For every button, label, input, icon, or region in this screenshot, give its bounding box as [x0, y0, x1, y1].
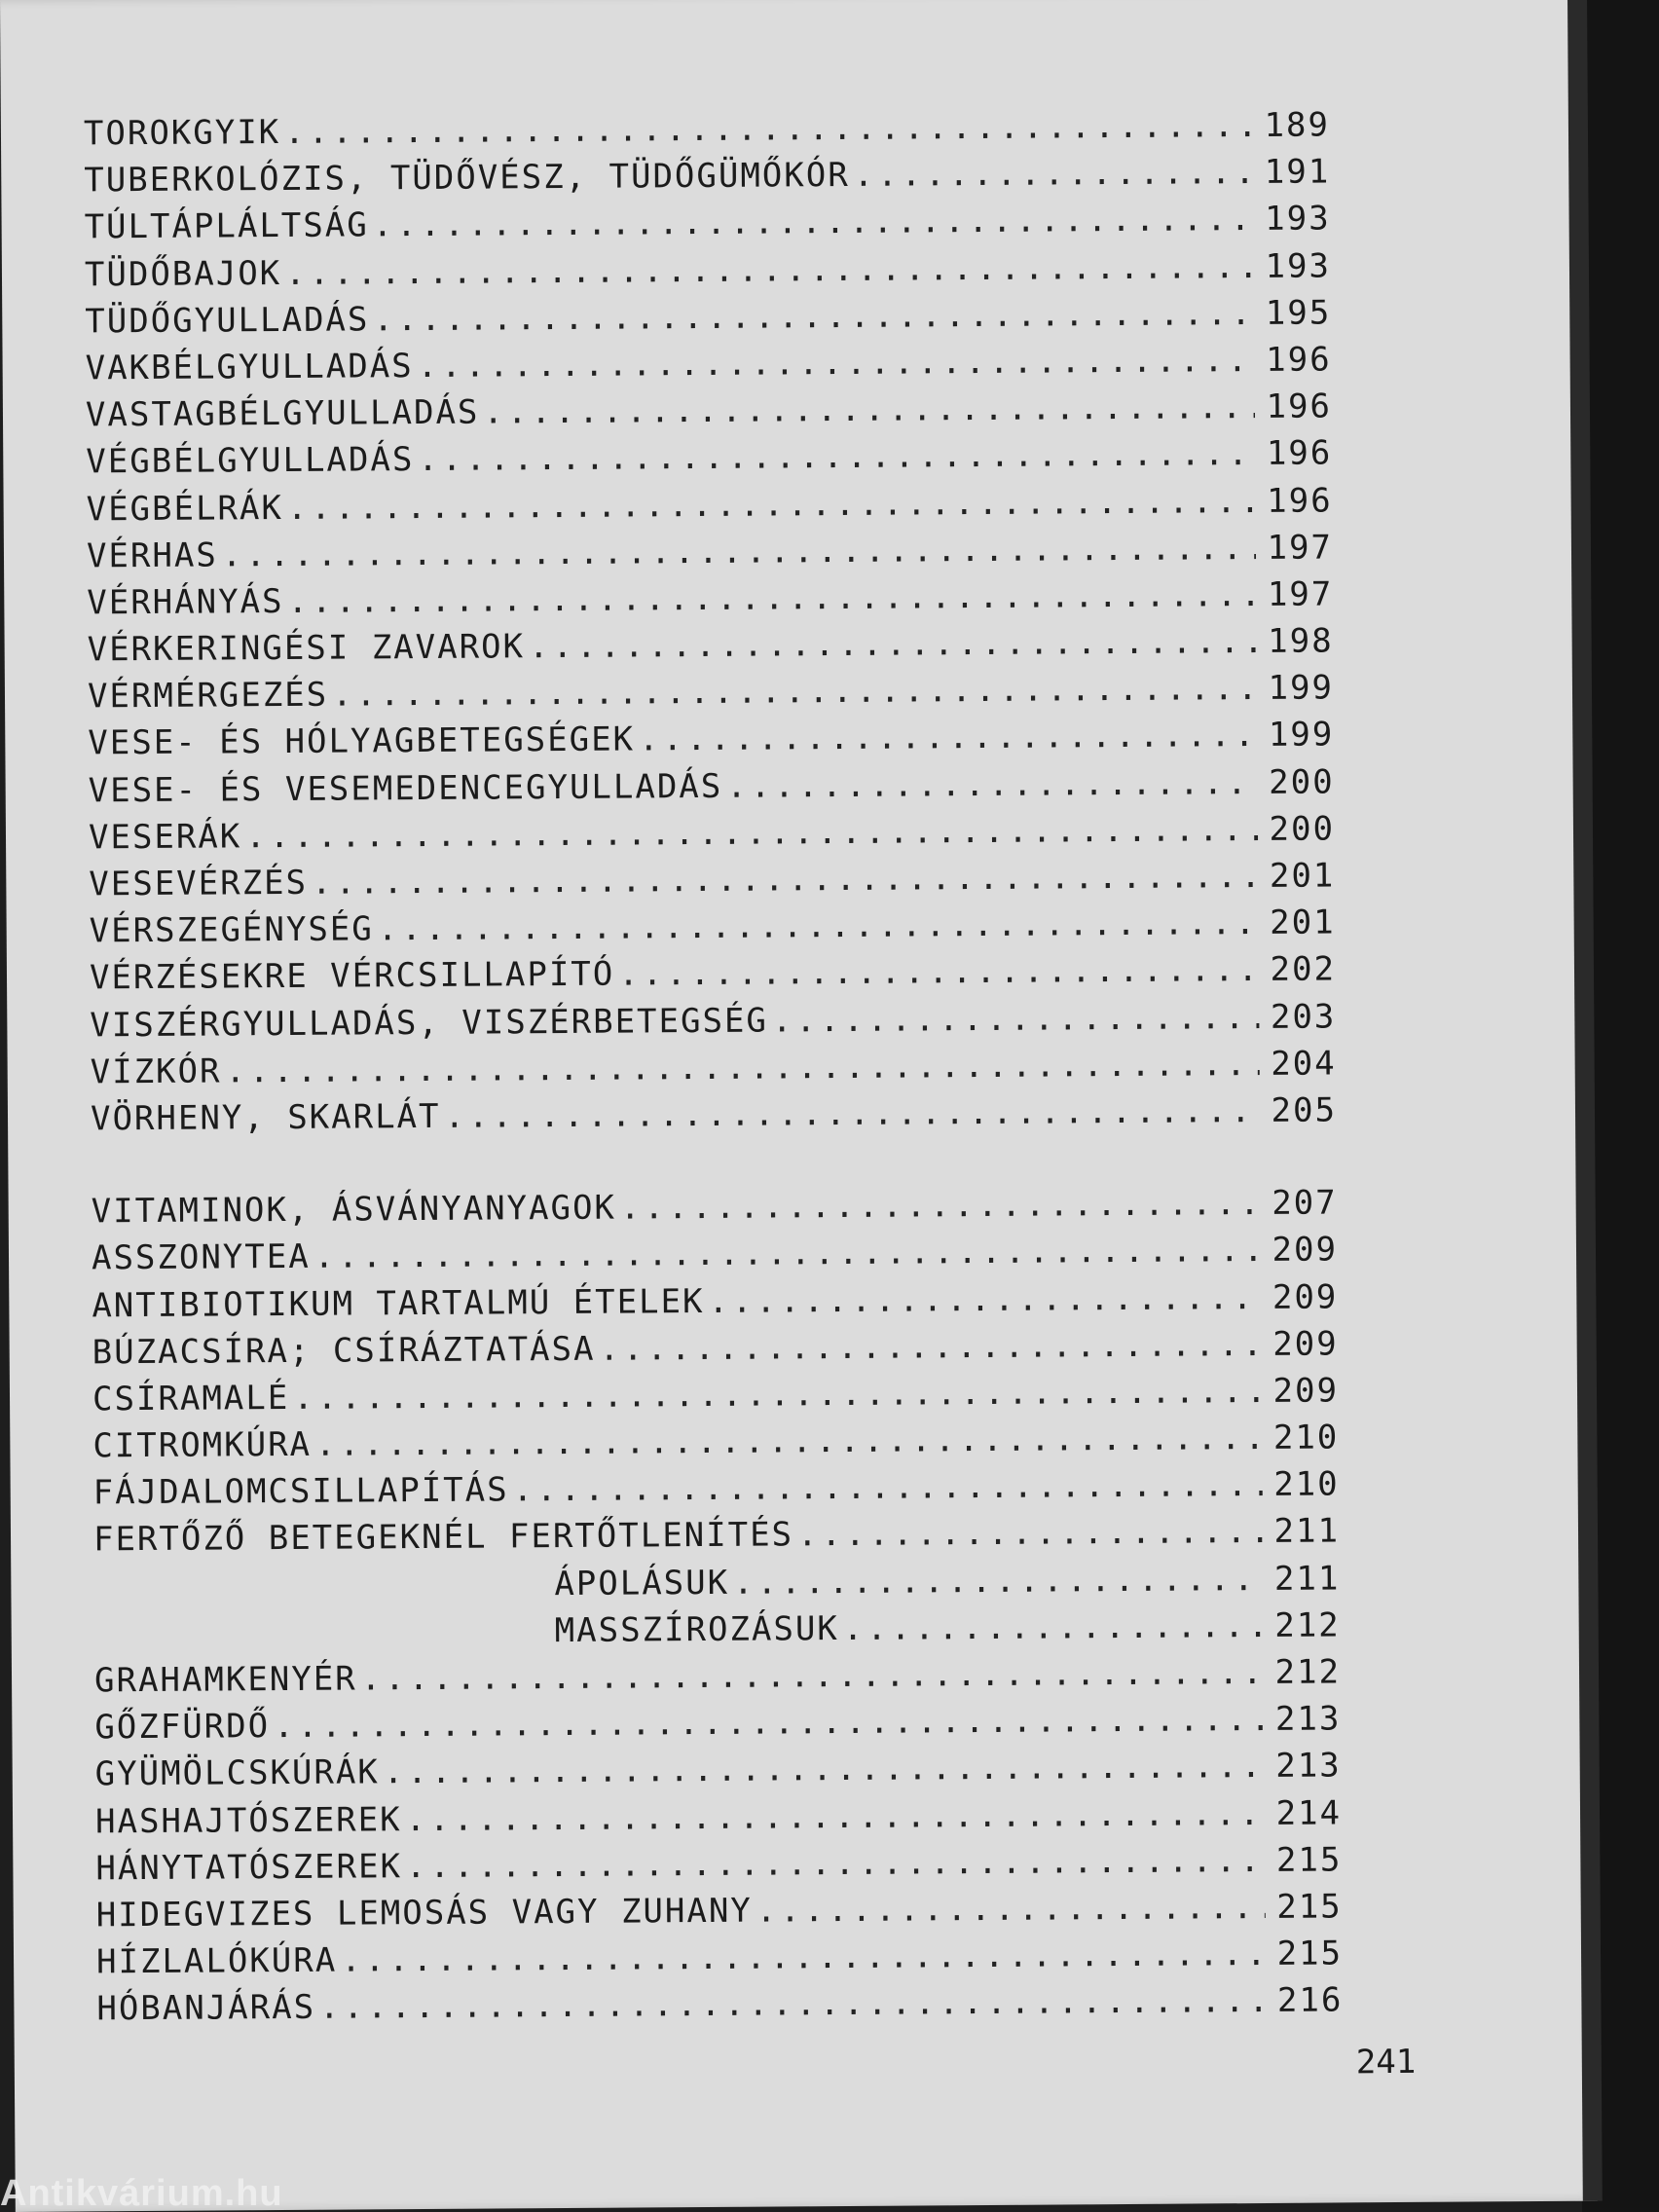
toc-row — [96, 1981, 1343, 2037]
dot-leader — [373, 294, 1254, 339]
dot-leader — [854, 153, 1254, 195]
dot-leader — [287, 482, 1256, 528]
toc-entry-page: 189 — [1264, 105, 1331, 145]
toc-entry-page: 215 — [1276, 1934, 1344, 1974]
dot-leader — [332, 669, 1257, 715]
toc-entry-page: 203 — [1270, 997, 1337, 1037]
dot-leader — [733, 1560, 1264, 1603]
toc-entry-page: 213 — [1275, 1746, 1342, 1787]
toc-entry-page: 196 — [1267, 480, 1333, 521]
dot-leader — [378, 903, 1259, 948]
toc-entry-label: VESEVÉRZÉS — [89, 863, 309, 904]
toc-entry-page: 209 — [1272, 1276, 1339, 1317]
toc-entry-page: 193 — [1265, 199, 1331, 240]
dot-leader — [756, 1888, 1266, 1931]
dot-leader — [225, 1045, 1259, 1090]
toc-entry-page: 209 — [1272, 1230, 1339, 1271]
toc-entry-page: 204 — [1271, 1044, 1337, 1084]
toc-entry-label: VÉRKERINGÉSI ZAVAROK — [87, 627, 526, 670]
toc-entry-page: 205 — [1271, 1090, 1338, 1130]
toc-entry-page: 202 — [1270, 949, 1337, 990]
toc-entry-page: 215 — [1275, 1840, 1343, 1880]
dot-leader — [284, 106, 1253, 152]
toc-entry-label: HÍZLALÓKÚRA — [95, 1940, 338, 1982]
toc-entry-label: VITAMINOK, ÁSVÁNYANYAGOK — [91, 1188, 617, 1232]
toc-entry-label: VÉRMÉRGEZÉS — [87, 675, 329, 717]
dot-leader — [285, 247, 1254, 293]
toc-entry-label: GŐZFÜRDŐ — [94, 1707, 271, 1748]
dot-leader — [529, 622, 1257, 666]
dot-leader — [726, 763, 1258, 806]
dot-leader — [444, 1091, 1260, 1136]
toc-entry-label: TÜDŐGYULLADÁS — [85, 300, 370, 342]
dot-leader — [620, 1184, 1261, 1228]
page-number: 241 — [1355, 2042, 1417, 2083]
toc-entry-label: VÉRHAS — [86, 535, 218, 576]
toc-entry-page: 212 — [1274, 1652, 1342, 1692]
toc-entry-page: 213 — [1274, 1699, 1342, 1740]
toc-entry-page: 211 — [1273, 1511, 1341, 1552]
toc-row — [91, 1090, 1337, 1146]
toc-entry-label: HIDEGVIZES LEMOSÁS VAGY ZUHANY — [95, 1891, 753, 1936]
dot-leader — [287, 575, 1256, 621]
toc-entry-label: TUBERKOLÓZIS, TÜDŐVÉSZ, TÜDŐGÜMŐKÓR — [84, 156, 850, 201]
toc-entry-page: 195 — [1265, 293, 1332, 333]
toc-entry-label: VESE- ÉS HÓLYAGBETEGSÉGEK — [88, 719, 636, 763]
toc-entry-label: VÖRHENY, SKARLÁT — [90, 1096, 441, 1139]
dot-leader — [708, 1277, 1261, 1320]
dot-leader — [797, 1512, 1263, 1554]
dot-leader — [405, 1794, 1265, 1839]
toc-entry-label: CSÍRAMALÉ — [92, 1378, 290, 1419]
toc-entry-page: 199 — [1268, 715, 1335, 756]
toc-entry-label: HASHAJTÓSZEREK — [94, 1799, 402, 1841]
dot-leader — [639, 716, 1258, 758]
toc-entry-page: 210 — [1272, 1418, 1340, 1457]
toc-entry-label: FÁJDALOMCSILLAPÍTÁS — [92, 1470, 509, 1513]
dot-leader — [406, 1841, 1266, 1886]
toc-entry-label: VESE- ÉS VESEMEDENCEGYULLADÁS — [88, 766, 723, 811]
dot-leader — [483, 387, 1255, 432]
toc-entry-label: VÍZKÓR — [90, 1051, 222, 1092]
toc-entry-page: 196 — [1266, 433, 1333, 474]
toc-entry-page: 200 — [1269, 762, 1335, 802]
toc-entry-label: VESERÁK — [88, 817, 242, 858]
toc-entry-page: 212 — [1274, 1605, 1341, 1645]
watermark: Antikvárium.hu — [0, 2173, 283, 2212]
toc-entry-label: HÓBANJÁRÁS — [96, 1988, 316, 2029]
toc-entry-label: VÉRZÉSEKRE VÉRCSILLAPÍTÓ — [89, 954, 615, 998]
toc-entry-page: 211 — [1273, 1559, 1341, 1599]
dot-leader — [319, 1981, 1267, 2027]
toc-entry-page: 199 — [1268, 668, 1335, 709]
dot-leader — [293, 1372, 1262, 1418]
dot-leader — [843, 1606, 1264, 1648]
toc-entry-page: 216 — [1276, 1980, 1344, 2021]
toc-entry-page: 210 — [1273, 1464, 1340, 1505]
toc-entry-label: CITROMKÚRA — [92, 1424, 313, 1466]
dot-leader — [418, 434, 1255, 479]
toc-entry-label: VASTAGBÉLGYULLADÁS — [85, 392, 480, 435]
toc-entry-page: 209 — [1272, 1371, 1340, 1411]
dot-leader — [772, 998, 1260, 1040]
toc-entry-label: ÁPOLÁSUK — [554, 1563, 730, 1604]
toc-entry-label: VÉGBÉLGYULLADÁS — [86, 440, 415, 482]
toc-entry-page: 215 — [1276, 1887, 1343, 1927]
toc-entry-label: VÉGBÉLRÁK — [86, 488, 284, 529]
toc-entry-label: BÚZACSÍRA; CSÍRÁZTATÁSA — [92, 1329, 596, 1373]
dot-leader — [312, 857, 1259, 903]
toc-entry-page: 207 — [1272, 1183, 1338, 1224]
dot-leader — [373, 200, 1254, 244]
toc-entry-page: 209 — [1272, 1324, 1339, 1364]
dot-leader — [315, 1419, 1263, 1464]
toc-entry-label: VÉRHÁNYÁS — [87, 581, 284, 623]
dot-leader — [314, 1231, 1262, 1276]
toc-entry-label: VAKBÉLGYULLADÁS — [85, 346, 414, 388]
dot-leader — [274, 1700, 1264, 1746]
toc-entry-label: VISZÉRGYULLADÁS, VISZÉRBETEGSÉG — [90, 1001, 769, 1045]
toc-entry-page: 198 — [1268, 621, 1334, 661]
toc-entry-page: 200 — [1269, 809, 1336, 849]
toc-entry-page: 197 — [1267, 574, 1334, 614]
dot-leader — [245, 810, 1258, 856]
toc-entry-page: 214 — [1275, 1792, 1343, 1833]
toc-entry-page: 196 — [1266, 340, 1332, 380]
dot-leader — [512, 1465, 1262, 1509]
toc-entry-page: 193 — [1265, 246, 1332, 286]
toc-entry-label: ASSZONYTEA — [91, 1237, 311, 1278]
toc-entry-page: 201 — [1269, 856, 1336, 896]
toc-entry-label: GYÜMÖLCSKÚRÁK — [94, 1752, 380, 1794]
toc-entry-page: 196 — [1266, 387, 1333, 427]
table-of-contents — [84, 105, 1344, 2036]
toc-entry-label: FERTŐZŐ BETEGEKNÉL FERTŐTLENÍTÉS — [92, 1515, 794, 1560]
dot-leader — [599, 1325, 1261, 1369]
toc-entry-label: GRAHAMKENYÉR — [93, 1659, 357, 1701]
dot-leader — [361, 1653, 1265, 1698]
dot-leader — [384, 1747, 1265, 1791]
toc-entry-label: MASSZÍROZÁSUK — [554, 1608, 839, 1650]
toc-entry-page: 191 — [1264, 152, 1331, 193]
toc-entry-page: 197 — [1267, 528, 1334, 568]
toc-entry-label: VÉRSZEGÉNYSÉG — [89, 909, 374, 951]
toc-entry-label: TÜDŐBAJOK — [84, 253, 282, 294]
toc-entry-label: TOROKGYIK — [83, 112, 281, 154]
toc-entry-label: ANTIBIOTIKUM TARTALMÚ ÉTELEK — [92, 1281, 705, 1325]
toc-entry-page: 201 — [1270, 903, 1336, 943]
dot-leader — [222, 529, 1256, 574]
dot-leader — [618, 950, 1259, 994]
dot-leader — [341, 1935, 1266, 1980]
dot-leader — [418, 341, 1255, 386]
toc-entry-label: TÚLTÁPLÁLTSÁG — [84, 205, 369, 247]
toc-entry-label: HÁNYTATÓSZEREK — [95, 1846, 403, 1889]
